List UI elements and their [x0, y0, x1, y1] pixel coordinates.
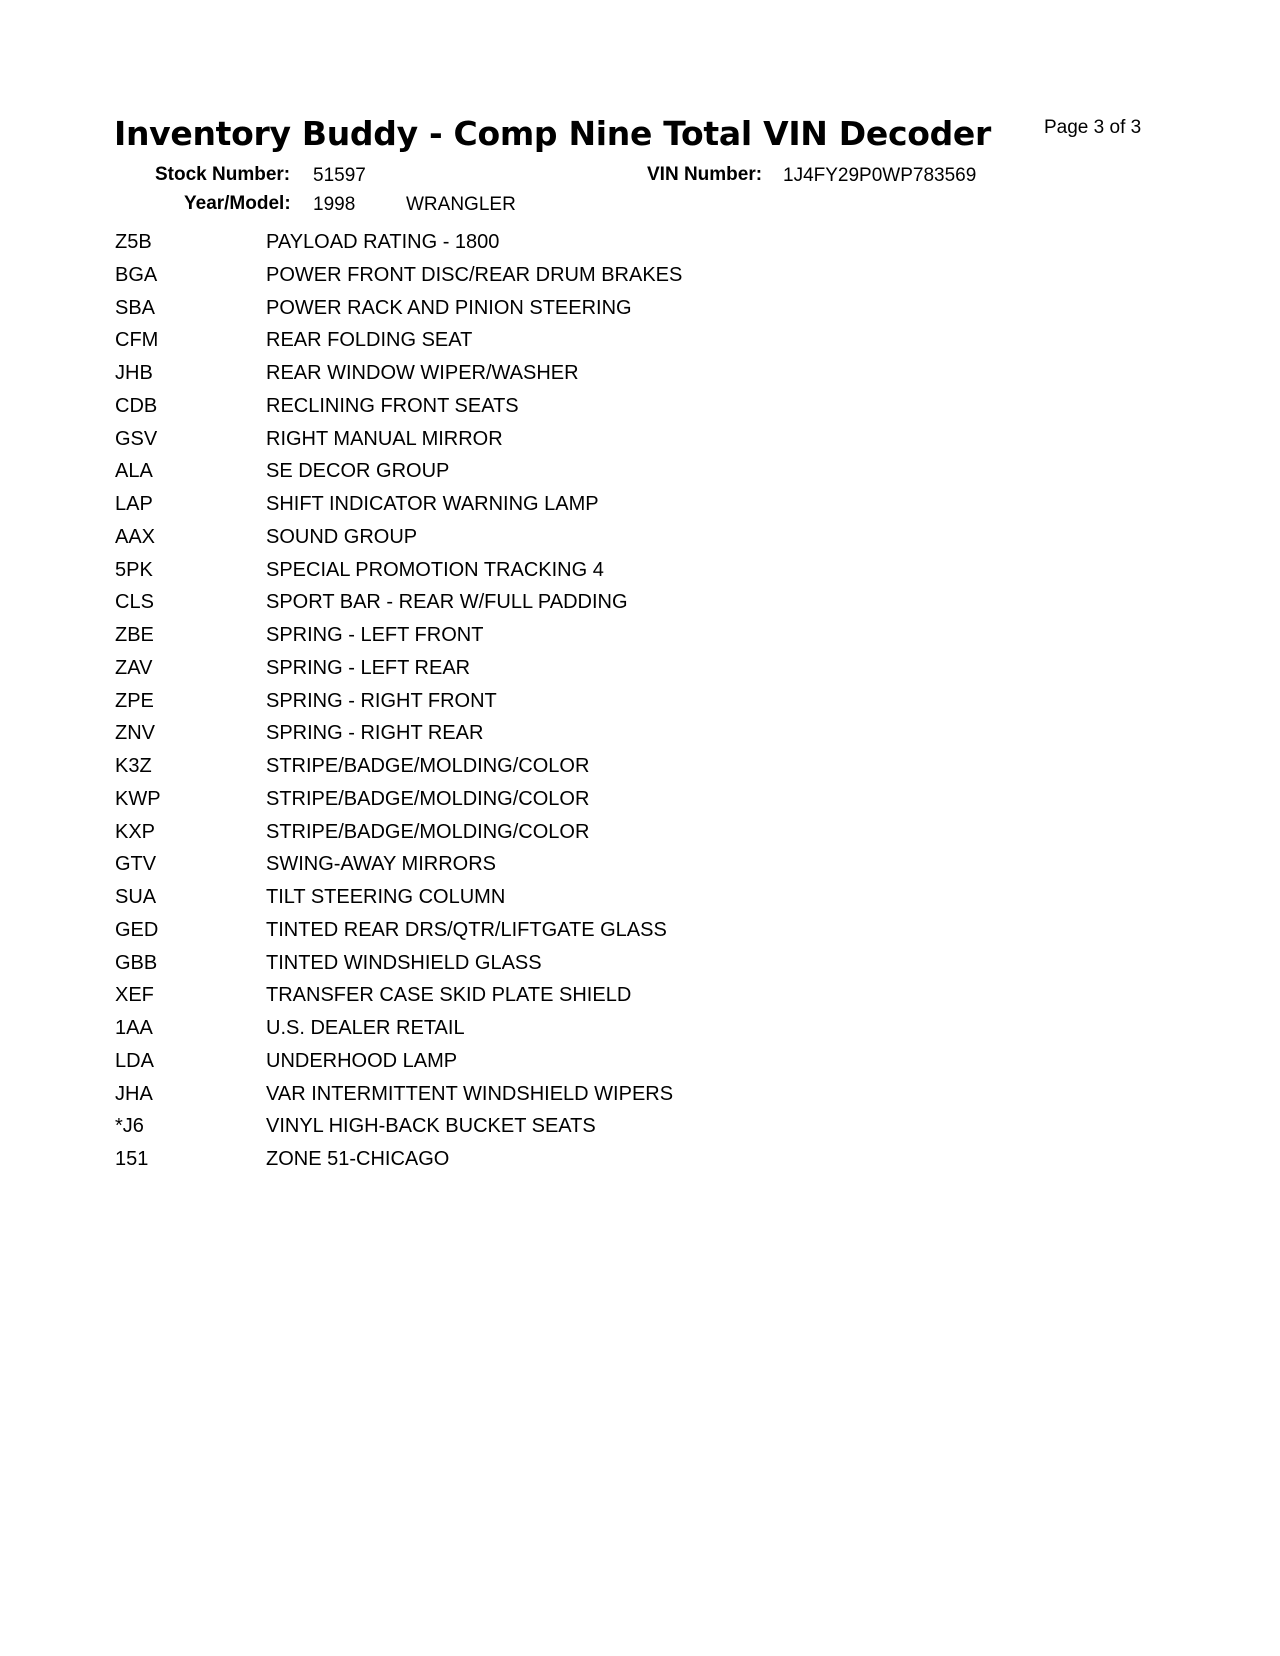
option-row — [115, 1147, 1015, 1180]
option-description: SPORT BAR - REAR W/FULL PADDING — [266, 591, 628, 614]
option-code: 1AA — [115, 1017, 153, 1039]
option-description: TINTED WINDSHIELD GLASS — [266, 951, 542, 974]
stock-number-value: 51597 — [313, 165, 366, 186]
option-code: Z5B — [115, 231, 152, 253]
option-row — [115, 361, 1015, 394]
option-code: JHB — [115, 362, 153, 384]
option-description: STRIPE/BADGE/MOLDING/COLOR — [266, 820, 590, 843]
option-row — [115, 525, 1015, 558]
option-row — [115, 656, 1015, 689]
option-row — [115, 427, 1015, 460]
stock-number-label: Stock Number: — [155, 164, 291, 185]
option-code: LDA — [115, 1049, 154, 1072]
option-code: *J6 — [115, 1115, 144, 1138]
option-description: STRIPE/BADGE/MOLDING/COLOR — [266, 755, 590, 777]
option-code: ZBE — [115, 624, 154, 646]
option-code: ZPE — [115, 689, 154, 712]
option-description: U.S. DEALER RETAIL — [266, 1017, 465, 1039]
option-code: 151 — [115, 1148, 149, 1170]
report-title: Inventory Buddy - Comp Nine Total VIN Decoder — [114, 114, 991, 153]
option-code: GSV — [115, 427, 158, 450]
option-code: ALA — [115, 460, 153, 483]
option-row — [115, 1114, 1015, 1147]
option-row — [115, 885, 1015, 918]
vin-number-value: 1J4FY29P0WP783569 — [783, 165, 977, 186]
option-row — [115, 590, 1015, 623]
option-description: RECLINING FRONT SEATS — [266, 394, 519, 417]
option-description: SPRING - RIGHT FRONT — [266, 689, 497, 712]
option-row — [115, 1049, 1015, 1082]
model-value: WRANGLER — [406, 194, 516, 215]
year-value: 1998 — [313, 194, 356, 215]
option-description: SPRING - LEFT REAR — [266, 656, 471, 679]
option-code: LAP — [115, 493, 153, 515]
option-description: VAR INTERMITTENT WINDSHIELD WIPERS — [266, 1082, 674, 1105]
option-row — [115, 296, 1015, 329]
option-row — [115, 459, 1015, 492]
option-row — [115, 918, 1015, 951]
option-row — [115, 558, 1015, 591]
option-code: CDB — [115, 394, 158, 417]
option-code: K3Z — [115, 755, 152, 777]
option-row — [115, 983, 1015, 1016]
option-description: UNDERHOOD LAMP — [266, 1049, 458, 1072]
option-description: REAR FOLDING SEAT — [266, 329, 473, 352]
option-code-list — [115, 230, 1015, 1180]
option-code: ZNV — [115, 722, 155, 745]
option-row — [115, 328, 1015, 361]
option-description: SPECIAL PROMOTION TRACKING 4 — [266, 558, 604, 581]
option-row — [115, 1082, 1015, 1115]
option-code: BGA — [115, 263, 158, 286]
vin-number-label: VIN Number: — [647, 164, 763, 185]
option-description: TINTED REAR DRS/QTR/LIFTGATE GLASS — [266, 918, 667, 941]
option-row — [115, 492, 1015, 525]
option-code: CLS — [115, 591, 154, 614]
option-code: GED — [115, 918, 159, 941]
option-code: GTV — [115, 853, 157, 876]
option-description: STRIPE/BADGE/MOLDING/COLOR — [266, 787, 590, 810]
page-indicator: Page 3 of 3 — [1044, 117, 1142, 138]
option-row — [115, 721, 1015, 754]
option-code: KWP — [115, 787, 161, 810]
option-description: TRANSFER CASE SKID PLATE SHIELD — [266, 984, 632, 1007]
option-description: RIGHT MANUAL MIRROR — [266, 427, 503, 450]
option-description: SE DECOR GROUP — [266, 460, 450, 483]
option-description: SHIFT INDICATOR WARNING LAMP — [266, 493, 599, 515]
option-description: POWER FRONT DISC/REAR DRUM BRAKES — [266, 263, 683, 286]
option-row — [115, 820, 1015, 853]
option-row — [115, 394, 1015, 427]
option-row — [115, 623, 1015, 656]
option-code: ZAV — [115, 656, 153, 679]
option-description: SWING-AWAY MIRRORS — [266, 853, 496, 876]
option-row — [115, 230, 1015, 263]
option-description: ZONE 51-CHICAGO — [266, 1148, 450, 1170]
option-row — [115, 852, 1015, 885]
option-description: SPRING - RIGHT REAR — [266, 722, 484, 745]
option-code: AAX — [115, 525, 156, 548]
option-row — [115, 689, 1015, 722]
option-code: SBA — [115, 296, 156, 319]
option-description: POWER RACK AND PINION STEERING — [266, 296, 632, 319]
option-row — [115, 263, 1015, 296]
option-description: TILT STEERING COLUMN — [266, 886, 506, 908]
option-row — [115, 754, 1015, 787]
year-model-label: Year/Model: — [184, 193, 291, 214]
option-code: SUA — [115, 886, 157, 908]
option-code: JHA — [115, 1082, 153, 1105]
option-description: VINYL HIGH-BACK BUCKET SEATS — [266, 1115, 596, 1138]
option-description: SPRING - LEFT FRONT — [266, 624, 484, 646]
option-row — [115, 1016, 1015, 1049]
option-code: 5PK — [115, 558, 153, 581]
option-description: REAR WINDOW WIPER/WASHER — [266, 362, 579, 384]
option-description: PAYLOAD RATING - 1800 — [266, 231, 500, 253]
option-code: XEF — [115, 984, 154, 1007]
option-row — [115, 787, 1015, 820]
option-code: CFM — [115, 329, 159, 352]
option-row — [115, 951, 1015, 984]
option-description: SOUND GROUP — [266, 525, 418, 548]
option-code: KXP — [115, 820, 156, 843]
option-code: GBB — [115, 951, 158, 974]
